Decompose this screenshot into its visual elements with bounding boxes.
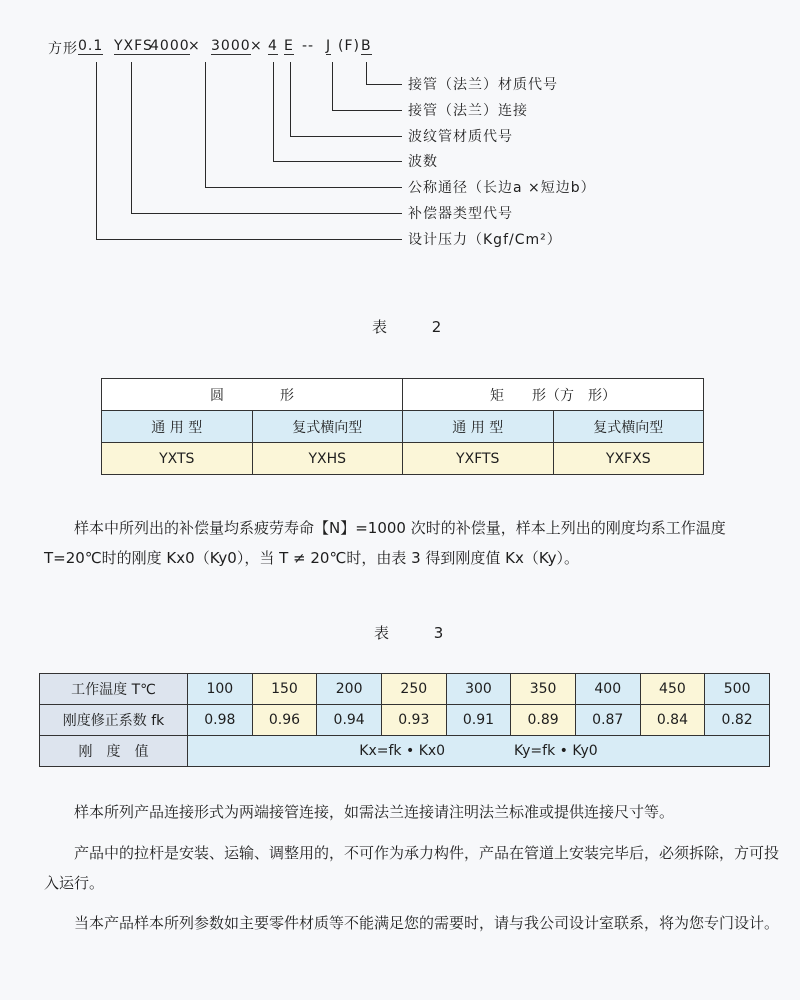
- t2-sub-0: 通 用 型: [102, 411, 253, 443]
- t3-stiffness-formula: [188, 736, 770, 767]
- code-type: YXFS: [114, 38, 153, 54]
- code-waves: 4: [268, 38, 278, 54]
- t2-head-round: 圆 形: [102, 379, 403, 411]
- legend-flange-material: 接管（法兰）材质代号: [408, 77, 558, 93]
- t2-sub-1: 复式横向型: [252, 411, 403, 443]
- t3-temp-8: 500: [705, 674, 770, 705]
- table-3: [39, 673, 770, 767]
- t3-temp-4: 300: [446, 674, 511, 705]
- code-pressure: 0.1: [78, 38, 104, 54]
- t2-code-0: YXTS: [102, 443, 253, 475]
- t3-stiffness-label: 刚 度 值: [40, 736, 188, 767]
- t3-factor-label: 刚度修正系数 fk: [40, 705, 188, 736]
- code-prefix: 方形: [48, 41, 78, 57]
- t3-factor-2: 0.94: [317, 705, 382, 736]
- t3-factor-7: 0.84: [640, 705, 705, 736]
- t2-sub-3: 复式横向型: [553, 411, 704, 443]
- code-connection: J: [326, 38, 332, 54]
- t3-temp-label: 工作温度 T℃: [40, 674, 188, 705]
- legend-bellows-material: 波纹管材质代号: [408, 129, 513, 145]
- code-dash: --: [302, 38, 315, 54]
- table2-caption: 表 2: [372, 318, 462, 336]
- t3-factor-3: 0.93: [381, 705, 446, 736]
- t3-factor-6: 0.87: [575, 705, 640, 736]
- t2-code-1: YXHS: [252, 443, 403, 475]
- paragraph-connection-note: 样本所列产品连接形式为两端接管连接，如需法兰连接请注明法兰标准或提供连接尺寸等。: [74, 803, 675, 821]
- t3-factor-8: 0.82: [705, 705, 770, 736]
- t2-code-3: YXFXS: [553, 443, 704, 475]
- legend-type-code: 补偿器类型代号: [408, 206, 513, 222]
- t3-temp-7: 450: [640, 674, 705, 705]
- t3-factor-0: 0.98: [188, 705, 253, 736]
- paragraph-tie-rod-note: 产品中的拉杆是安装、运输、调整用的，不可作为承力构件，产品在管道上安装完毕后，必须拆除，方可投入运行。: [44, 844, 780, 892]
- legend-waves: 波数: [408, 154, 438, 170]
- legend-nominal-size: 公称通径（长边a ×短边b）: [408, 180, 596, 196]
- code-long-side: 4000: [150, 38, 190, 54]
- code-times-1: ×: [188, 38, 201, 54]
- code-flange: (F): [338, 38, 360, 54]
- code-material: E: [284, 38, 294, 54]
- t3-temp-6: 400: [575, 674, 640, 705]
- paragraph-fatigue-note: 样本中所列出的补偿量均系疲劳寿命【N】=1000 次时的补偿量，样本上列出的刚度均系工作温度 T=20℃时的刚度 Kx0（Ky0），当 T ≠ 20℃时，由表 3 得到刚度值 Kx（Ky）。: [44, 519, 726, 567]
- t2-code-2: YXFTS: [403, 443, 554, 475]
- t2-sub-2: 通 用 型: [403, 411, 554, 443]
- t3-factor-4: 0.91: [446, 705, 511, 736]
- t3-temp-2: 200: [317, 674, 382, 705]
- code-times-2: ×: [250, 38, 263, 54]
- t3-formula-x: Kx=fk • Kx0: [359, 743, 446, 759]
- t3-formula-y: Ky=fk • Ky0: [513, 743, 598, 759]
- t3-temp-3: 250: [381, 674, 446, 705]
- t3-temp-5: 350: [511, 674, 576, 705]
- legend-design-pressure: 设计压力（Kgf/Cm²）: [408, 232, 562, 248]
- paragraph-custom-design-note: 当本产品样本所列参数如主要零件材质等不能满足您的需要时，请与我公司设计室联系，将为您专门设计。: [74, 914, 780, 932]
- legend-flange-connection: 接管（法兰）连接: [408, 103, 528, 119]
- t3-temp-0: 100: [188, 674, 253, 705]
- table-2: [101, 378, 704, 475]
- t3-temp-1: 150: [252, 674, 317, 705]
- code-flange-material: B: [361, 38, 372, 54]
- t2-head-rect: 矩 形（方 形）: [403, 379, 704, 411]
- t3-factor-5: 0.89: [511, 705, 576, 736]
- t3-factor-1: 0.96: [252, 705, 317, 736]
- table3-caption: 表 3: [374, 624, 464, 642]
- code-short-side: 3000: [211, 38, 251, 54]
